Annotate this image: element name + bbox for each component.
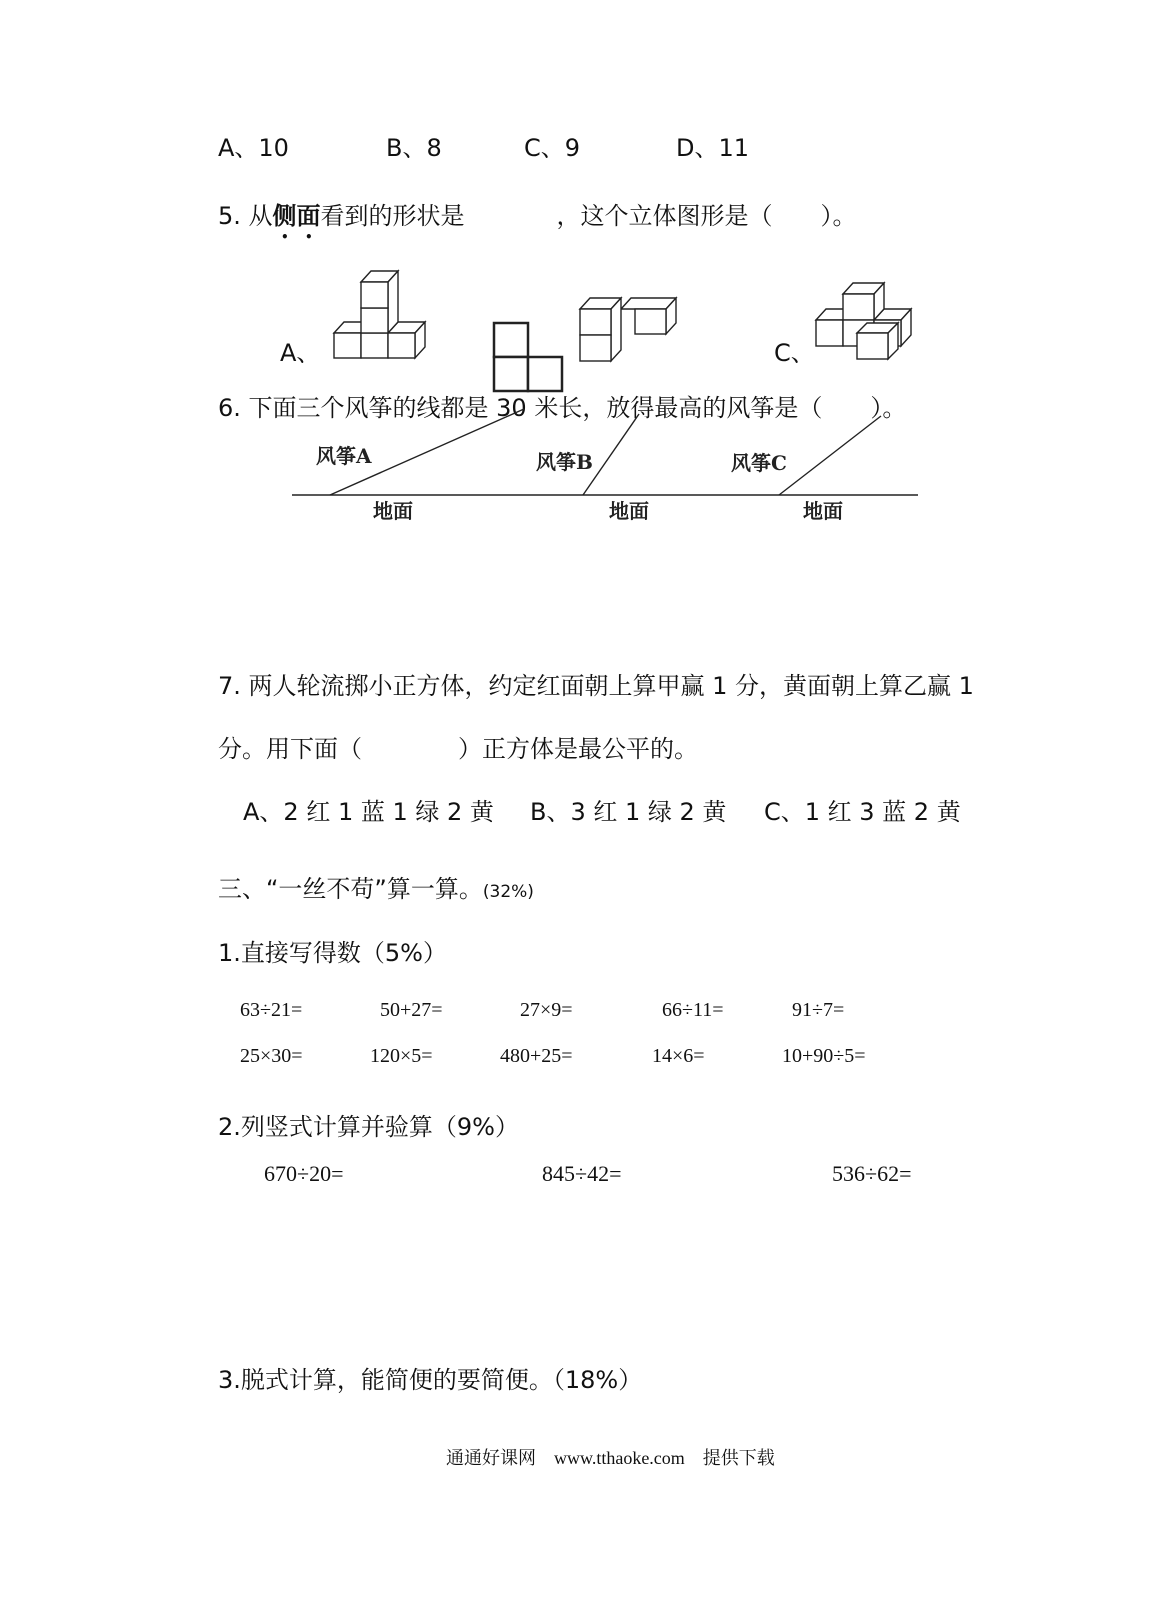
calc-1-4: 66÷11= <box>662 999 724 1021</box>
calc-2-2: 120×5= <box>370 1045 433 1067</box>
division-3: 536÷62= <box>832 1161 912 1186</box>
q5-option-a: A、 <box>280 339 321 367</box>
ground-label-b: 地面 <box>609 499 649 523</box>
section3-title-text: 三、“一丝不苟”算一算。 <box>218 875 483 903</box>
part2-title: 2.列竖式计算并验算（9%） <box>218 1113 519 1141</box>
side-view-shape <box>494 323 562 391</box>
division-2: 845÷42= <box>542 1161 622 1186</box>
q7-line1: 7. 两人轮流掷小正方体，约定红面朝上算甲赢 1 分，黄面朝上算乙赢 1 <box>218 672 974 700</box>
q7-option-b: B、3 红 1 绿 2 黄 <box>530 798 727 826</box>
calc-1-1: 63÷21= <box>240 999 303 1021</box>
q4-option-c: C、9 <box>524 134 581 162</box>
q6-question: 6. 下面三个风筝的线都是 30 米长，放得最高的风筝是（ ）。 <box>218 394 907 422</box>
section3-percent: (32%) <box>482 882 534 902</box>
section3-title <box>218 874 534 907</box>
part3-title: 3.脱式计算，能简便的要简便。（18%） <box>218 1366 643 1394</box>
kite-c-label: 风筝C <box>731 451 787 475</box>
cube-figure-c <box>816 283 911 359</box>
calc-2-3: 480+25= <box>500 1045 573 1067</box>
footer: 通通好课网 www.tthaoke.com 提供下载 <box>446 1448 775 1468</box>
calc-1-5: 91÷7= <box>792 999 845 1021</box>
cube-figure-b <box>580 298 676 361</box>
q5-emphasis: 侧面 <box>272 202 321 230</box>
kite-c-string <box>779 416 881 495</box>
q5-middle: 看到的形状是 <box>320 202 465 230</box>
q4-option-b: B、8 <box>386 134 442 162</box>
calc-2-5: 10+90÷5= <box>782 1045 866 1067</box>
kite-b-label: 风筝B <box>536 450 593 474</box>
q4-option-d: D、11 <box>676 134 750 162</box>
q4-option-a: A、10 <box>218 134 289 162</box>
q5-suffix: ，这个立体图形是（ ）。 <box>556 202 857 230</box>
cube-figure-a <box>334 271 425 358</box>
ground-label-c: 地面 <box>803 499 843 523</box>
kite-a-label: 风筝A <box>316 444 372 468</box>
calc-1-2: 50+27= <box>380 999 443 1021</box>
division-1: 670÷20= <box>264 1161 344 1186</box>
calc-2-1: 25×30= <box>240 1045 303 1067</box>
kite-diagram <box>292 409 918 523</box>
calc-1-3: 27×9= <box>520 999 573 1021</box>
q7-line2: 分。用下面（ ）正方体是最公平的。 <box>218 735 698 763</box>
ground-label-a: 地面 <box>373 499 413 523</box>
q5-prefix: 5. 从 <box>218 202 273 230</box>
calc-2-4: 14×6= <box>652 1045 705 1067</box>
part1-title: 1.直接写得数（5%） <box>218 939 447 967</box>
q5-option-c: C、 <box>774 339 815 367</box>
q7-option-a: A、2 红 1 蓝 1 绿 2 黄 <box>243 798 494 826</box>
q7-option-c: C、1 红 3 蓝 2 黄 <box>764 798 961 826</box>
